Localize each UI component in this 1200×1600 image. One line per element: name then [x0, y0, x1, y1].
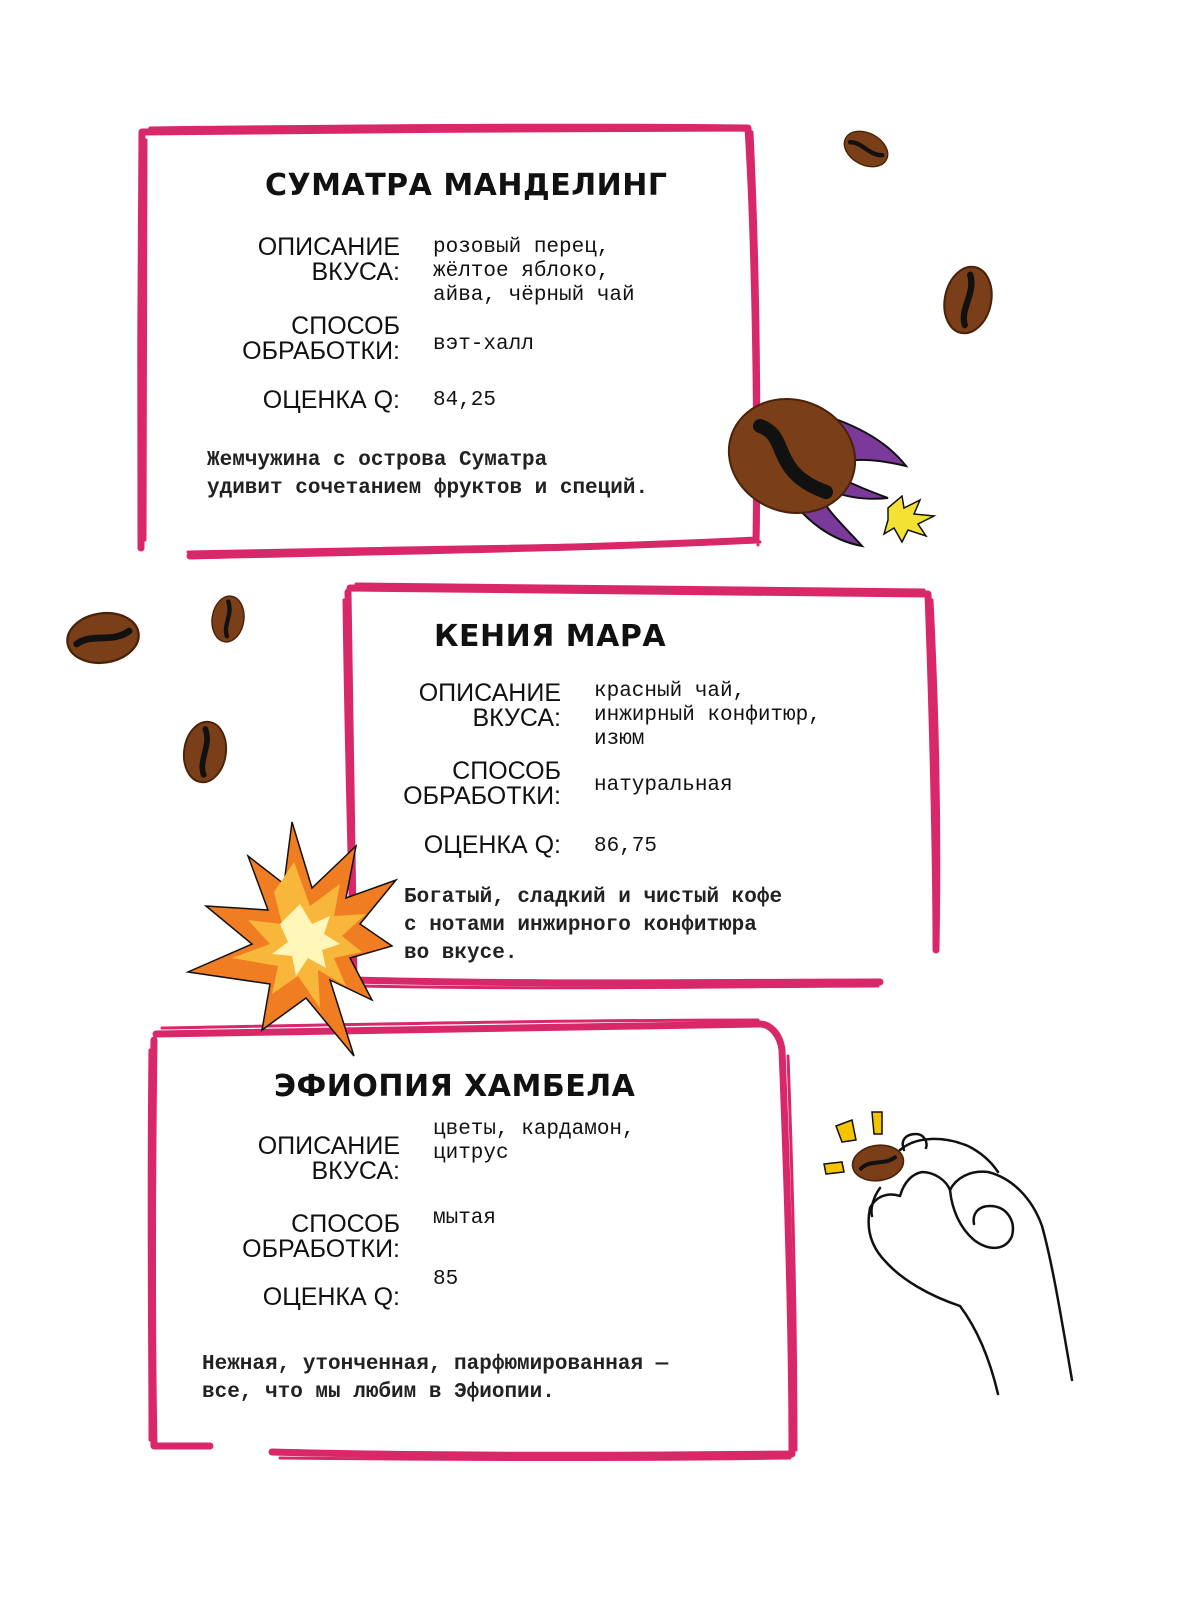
- coffee-bean-icon: [180, 719, 230, 785]
- card-title: СУМАТРА МАНДЕЛИНГ: [265, 168, 668, 203]
- card-description: Нежная, утонченная, парфюмированная — все, что мы любим в Эфиопии.: [202, 1353, 669, 1404]
- card-title: КЕНИЯ МАРА: [434, 619, 667, 654]
- coffee-bean-icon: [938, 262, 997, 337]
- score-value: 85: [433, 1268, 459, 1291]
- taste-value: цветы, кардамон, цитрус: [433, 1118, 635, 1165]
- card-title: ЭФИОПИЯ ХАМБЕЛА: [274, 1069, 636, 1104]
- taste-value: розовый перец, жёлтое яблоко, айва, чёрный чай: [433, 236, 635, 307]
- card-description: Жемчужина с острова Суматра удивит сочетанием фруктов и специй.: [207, 449, 649, 500]
- process-value: мытая: [433, 1207, 497, 1230]
- card-description: Богатый, сладкий и чистый кофе с нотами инжирного конфитюра во вкусе.: [404, 886, 783, 965]
- score-label: ОЦЕНКА Q:: [423, 831, 561, 859]
- coffee-bean-icon: [209, 594, 247, 644]
- process-label: СПОСОБ ОБРАБОТКИ:: [403, 757, 561, 810]
- score-label: ОЦЕНКА Q:: [262, 1283, 400, 1311]
- taste-label: ОПИСАНИЕ ВКУСА:: [418, 679, 561, 732]
- hand-holding-bean-icon: [824, 1112, 1072, 1394]
- flame-icon: [884, 496, 934, 542]
- explosion-icon: [188, 822, 396, 1056]
- taste-label: ОПИСАНИЕ ВКУСА:: [257, 1132, 400, 1185]
- taste-value: красный чай, инжирный конфитюр, изюм: [594, 680, 821, 751]
- process-label: СПОСОБ ОБРАБОТКИ:: [242, 312, 400, 365]
- coffee-bean-icon: [64, 609, 142, 668]
- process-label: СПОСОБ ОБРАБОТКИ:: [242, 1210, 400, 1263]
- process-value: вэт-халл: [433, 333, 534, 356]
- coffee-bean-icon: [838, 124, 894, 174]
- process-value: натуральная: [594, 774, 733, 797]
- score-label: ОЦЕНКА Q:: [262, 386, 400, 414]
- score-value: 86,75: [594, 835, 658, 858]
- taste-label: ОПИСАНИЕ ВКУСА:: [257, 233, 400, 286]
- score-value: 84,25: [433, 389, 497, 412]
- rocket-bean-icon: [713, 381, 934, 546]
